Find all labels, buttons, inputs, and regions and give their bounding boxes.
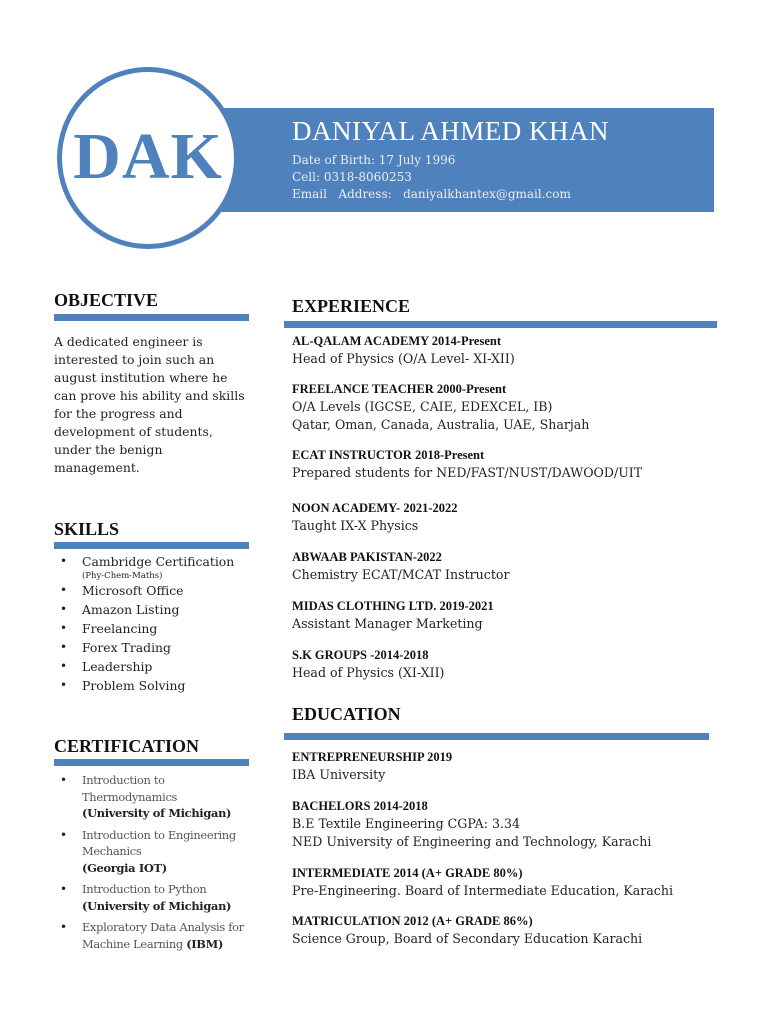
certification-item [54, 827, 254, 877]
experience-title: ABWAAB PAKISTAN-2022 [292, 550, 442, 564]
experience-title: MIDAS CLOTHING LTD. 2019-2021 [292, 599, 494, 613]
experience-item [292, 549, 712, 584]
objective-heading: OBJECTIVE [54, 290, 159, 310]
bullet-icon: • [60, 602, 68, 616]
education-item [292, 865, 712, 900]
skill-item [54, 581, 250, 600]
skill-label: Microsoft Office [82, 583, 184, 598]
bullet-icon: • [60, 882, 67, 896]
experience-detail: Qatar, Oman, Canada, Australia, UAE, Sharjah [292, 417, 590, 432]
education-title: ENTREPRENEURSHIP 2019 [292, 750, 453, 764]
experience-detail: Taught IX-X Physics [292, 518, 419, 533]
education-item [292, 798, 712, 851]
monogram-circle [57, 67, 239, 249]
skill-item [54, 552, 250, 581]
skills-rule [54, 542, 249, 549]
experience-title: NOON ACADEMY- 2021-2022 [292, 501, 458, 515]
certification-title: Exploratory Data Analysis for Machine Learning [82, 920, 244, 951]
certification-issuer: (University of Michigan) [82, 806, 232, 820]
experience-detail: Head of Physics (XI-XII) [292, 665, 445, 680]
education-title: BACHELORS 2014-2018 [292, 799, 428, 813]
skill-item [54, 676, 250, 695]
certification-rule [54, 759, 249, 766]
certification-heading: CERTIFICATION [54, 736, 200, 756]
skills-heading: SKILLS [54, 519, 120, 539]
skill-item [54, 619, 250, 638]
education-detail: Pre-Engineering. Board of Intermediate Education, Karachi [292, 883, 673, 898]
experience-title: S.K GROUPS -2014-2018 [292, 648, 429, 662]
experience-detail: Assistant Manager Marketing [292, 616, 483, 631]
experience-item [292, 647, 712, 682]
bullet-icon: • [60, 583, 68, 597]
education-detail: Science Group, Board of Secondary Education Karachi [292, 931, 643, 946]
skill-item [54, 600, 250, 619]
skills-list [54, 552, 250, 695]
experience-detail: O/A Levels (IGCSE, CAIE, EDEXCEL, IB) [292, 399, 553, 414]
skill-note: (Phy-Chem-Maths) [82, 571, 163, 581]
skill-label: Forex Trading [82, 640, 171, 655]
experience-rule [284, 321, 717, 328]
monogram: DAK [73, 120, 223, 193]
education-item [292, 749, 712, 784]
certification-item [54, 919, 254, 952]
cell-number: Cell: 0318-8060253 [292, 170, 412, 184]
bullet-icon: • [60, 773, 67, 787]
certification-issuer: (IBM) [186, 936, 224, 951]
education-title: MATRICULATION 2012 (A+ GRADE 86%) [292, 914, 533, 928]
bullet-icon: • [60, 920, 67, 934]
experience-detail: Head of Physics (O/A Level- XI-XII) [292, 351, 515, 366]
experience-title: ECAT INSTRUCTOR 2018-Present [292, 448, 485, 462]
education-heading: EDUCATION [292, 704, 401, 724]
bullet-icon: • [60, 827, 67, 842]
certification-issuer: (University of Michigan) [82, 898, 232, 913]
certification-title: Introduction to Engineering Mechanics [82, 827, 236, 858]
certification-item [54, 772, 254, 822]
skill-label: Problem Solving [82, 678, 186, 693]
certification-issuer: (Georgia IOT) [82, 860, 167, 875]
experience-item [292, 381, 712, 434]
certification-list [54, 772, 254, 957]
experience-item [292, 598, 712, 633]
skill-item [54, 657, 250, 676]
bullet-icon: • [60, 621, 68, 635]
experience-detail: Prepared students for NED/FAST/NUST/DAWOOD/UIT [292, 465, 643, 480]
education-detail: B.E Textile Engineering CGPA: 3.34 [292, 816, 521, 831]
experience-detail: Chemistry ECAT/MCAT Instructor [292, 567, 510, 582]
education-detail: NED University of Engineering and Technology, Karachi [292, 834, 652, 849]
experience-item [292, 447, 712, 482]
certification-title: Introduction to Thermodynamics [82, 773, 178, 804]
objective-text: A dedicated engineer is interested to join such an august institution where he can prove his ability and skills for the progress and development of students, under the benign management. [54, 334, 245, 475]
email-address: Email Address: daniyalkhantex@gmail.com [292, 187, 571, 201]
skill-label: Leadership [82, 659, 153, 674]
education-detail: IBA University [292, 767, 386, 782]
experience-title: FREELANCE TEACHER 2000-Present [292, 382, 507, 396]
education-item [292, 913, 712, 948]
skill-label: Cambridge Certification [82, 554, 235, 569]
experience-item [292, 333, 712, 368]
certification-title: Introduction to Python [82, 882, 207, 896]
contact-info [292, 152, 571, 203]
experience-title: AL-QALAM ACADEMY 2014-Present [292, 334, 502, 348]
certification-item [54, 881, 254, 914]
date-of-birth: Date of Birth: 17 July 1996 [292, 153, 456, 167]
skill-label: Freelancing [82, 621, 158, 636]
experience-heading: EXPERIENCE [292, 296, 411, 316]
skill-item [54, 638, 250, 657]
objective-rule [54, 314, 249, 321]
bullet-icon: • [60, 678, 68, 692]
bullet-icon: • [60, 659, 68, 673]
experience-item [292, 500, 712, 535]
bullet-icon: • [60, 554, 68, 568]
skill-label: Amazon Listing [82, 602, 180, 617]
candidate-name: DANIYAL AHMED KHAN [292, 116, 609, 146]
education-rule [284, 733, 709, 740]
education-title: INTERMEDIATE 2014 (A+ GRADE 80%) [292, 866, 523, 880]
bullet-icon: • [60, 640, 68, 654]
